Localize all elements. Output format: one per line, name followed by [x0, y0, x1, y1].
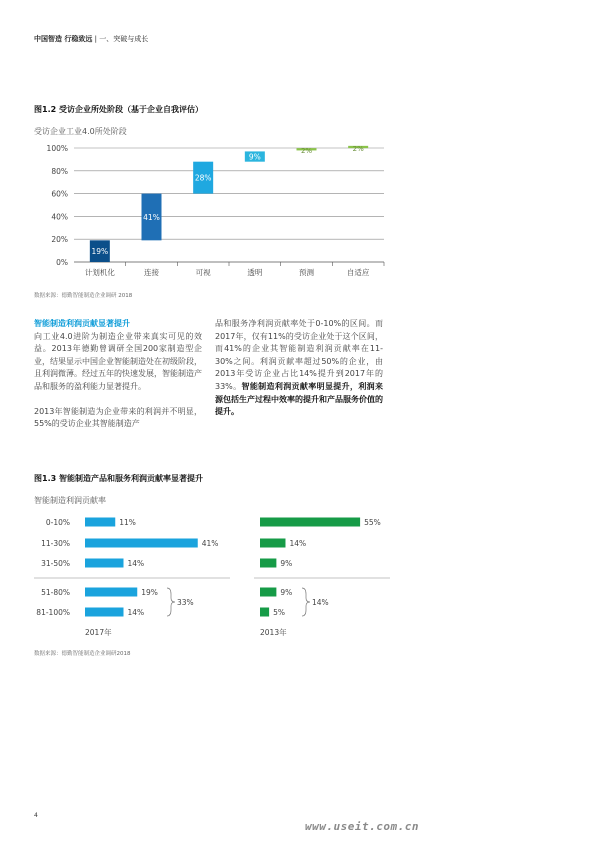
x-tick-label: 可视	[195, 268, 211, 277]
brace-2013-label: 14%	[312, 598, 329, 607]
bar-2017-value: 14%	[127, 608, 145, 617]
bar-value-label: 41%	[143, 212, 160, 222]
right-paragraph-bold: 智能制造利润贡献率明显提升，利润来源包括生产过程中效率的提升和产品服务价值的提升。	[215, 381, 384, 417]
bar-2013-value: 55%	[364, 518, 381, 527]
bar-2013	[260, 559, 276, 568]
figure-1-3-subtitle: 智能制造利润贡献率	[34, 496, 106, 505]
bar-2013-value: 9%	[280, 559, 293, 568]
bar-2013	[260, 518, 360, 527]
brace-2017	[167, 588, 175, 616]
bar-2013	[260, 588, 276, 597]
bar-2017-value: 11%	[119, 518, 136, 527]
y-tick-label: 0%	[56, 258, 68, 267]
bar-value-label: 28%	[194, 173, 212, 183]
right-paragraph-1: 品和服务净利润贡献率处于0-10%的区间。而2017年，仅有11%的受访企业处于这个区间，而41%的企业其智能制造利润贡献率在11-30%之间。利润贡献率超过50%的企业，由2013年受访企业占比14%提升到2017年的33%。	[215, 319, 383, 391]
bar-value-label: 2%	[352, 144, 364, 153]
y-tick-label: 60%	[51, 189, 68, 199]
figure-1-3-title: 图1.3 智能制造产品和服务利润贡献率显著提升	[34, 474, 203, 483]
waterfall-chart	[34, 140, 394, 285]
x-tick-label: 连接	[144, 268, 159, 277]
bar-2017	[85, 608, 124, 617]
page-number: 4	[34, 812, 38, 819]
y-tick-label: 80%	[51, 166, 68, 176]
x-tick-label: 透明	[247, 268, 263, 277]
profit-contribution-chart	[34, 508, 394, 640]
category-label: 11-30%	[41, 539, 70, 548]
watermark: www.useit.com.cn	[305, 820, 419, 833]
figure-1-2-title: 图1.2 受访企业所处阶段（基于企业自我评估）	[34, 105, 203, 114]
bar-2017-value: 19%	[141, 588, 158, 597]
x-tick-label: 计划机化	[84, 268, 115, 277]
left-paragraph-1: 向工业4.0进阶为制造企业带来真实可见的效益。2013年德勤曾调研全国200家制造型企业，结果显示中国企业智能制造处在初级阶段，且利润微薄。经过五年的快速发展，智能制造产品和服务的盈利能力显著提升。	[34, 331, 202, 391]
figure-1-2-source: 数据来源：德勤智能制造企业调研 2018	[34, 293, 133, 299]
series-label-2013: 2013年	[260, 628, 287, 637]
bar-2013-value: 14%	[289, 539, 307, 548]
brace-2013	[302, 588, 310, 616]
figure-1-3-source: 数据来源：德勤智能制造企业调研2018	[34, 651, 131, 657]
left-column	[34, 318, 202, 431]
series-label-2017: 2017年	[85, 628, 112, 637]
y-tick-label: 20%	[51, 235, 68, 245]
bar-2017	[85, 539, 198, 548]
y-tick-label: 40%	[51, 212, 68, 222]
bar-value-label: 19%	[91, 247, 109, 257]
y-tick-label: 100%	[46, 144, 68, 153]
left-paragraph-2: 2013年智能制造为企业带来的利润并不明显，55%的受访企业其智能制造产	[34, 406, 202, 429]
bar-2017	[85, 559, 124, 568]
section-heading: 智能制造利润贡献显著提升	[34, 319, 130, 328]
figure-1-2-subtitle: 受访企业工业4.0所处阶段	[34, 127, 127, 136]
category-label: 81-100%	[36, 608, 70, 617]
bar-2013-value: 9%	[280, 588, 293, 597]
bar-2013	[260, 539, 285, 548]
brace-2017-label: 33%	[177, 598, 194, 607]
category-label: 31-50%	[41, 559, 70, 568]
right-column	[215, 318, 383, 419]
bar-2017	[85, 588, 137, 597]
category-label: 51-80%	[41, 588, 70, 597]
header-section: | 一、突破与成长	[94, 35, 149, 43]
bar-2017	[85, 518, 115, 527]
x-tick-label: 自适应	[346, 268, 370, 277]
x-tick-label: 预测	[299, 268, 314, 277]
bar-2013-value: 5%	[273, 608, 286, 617]
header-brand: 中国智造 行稳致远	[34, 35, 93, 43]
category-label: 0-10%	[45, 518, 70, 527]
running-header	[34, 34, 148, 44]
bar-2017-value: 41%	[201, 539, 219, 548]
bar-2013	[260, 608, 269, 617]
bar-value-label: 2%	[300, 147, 313, 156]
bar-2017-value: 14%	[127, 559, 145, 568]
bar-value-label: 9%	[248, 152, 261, 162]
